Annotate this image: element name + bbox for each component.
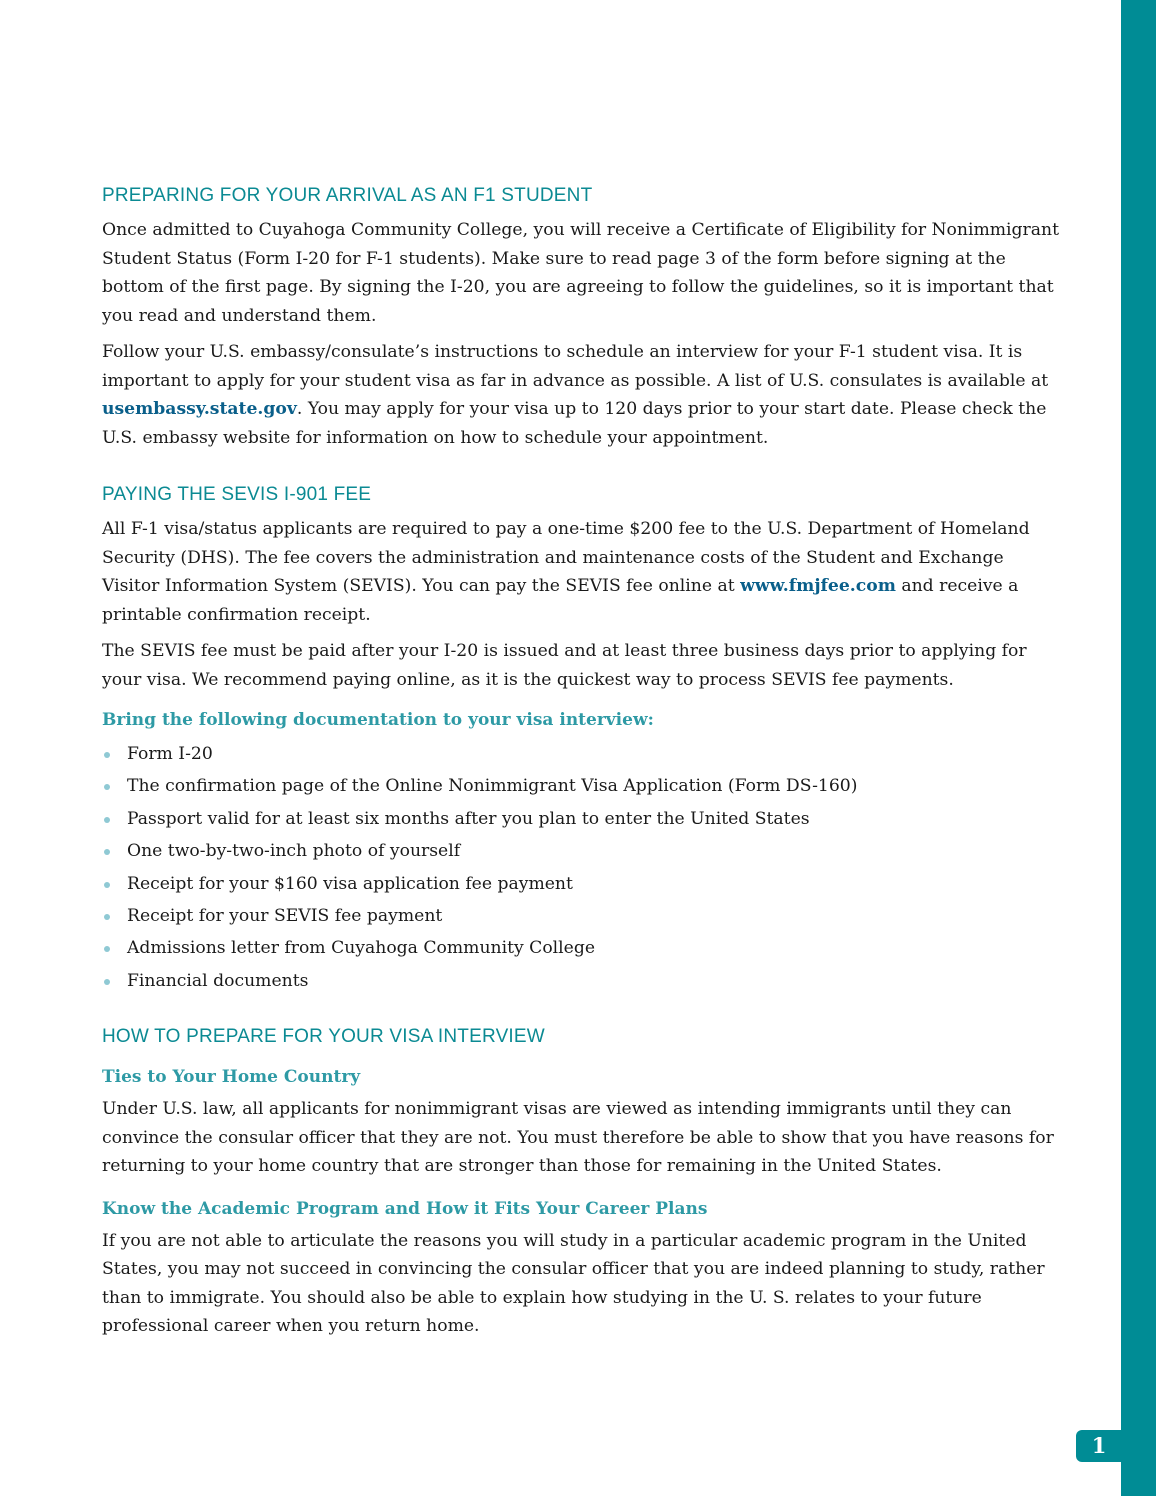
bullet-icon	[104, 849, 110, 855]
page-content	[102, 184, 1062, 1349]
documentation-list	[102, 738, 1062, 997]
bullet-icon	[104, 946, 110, 952]
page-number: 1	[1076, 1430, 1122, 1462]
list-item	[102, 965, 1062, 997]
list-item	[102, 835, 1062, 867]
list-item-text: Admissions letter from Cuyahoga Community College	[127, 938, 596, 959]
paragraph-embassy-text-1: Follow your U.S. embassy/consulate’s instructions to schedule an interview for your F-1 student visa. It is important to apply for your student visa as far in advance as possible. A list of U.S. consulates is available at	[102, 342, 1049, 391]
list-item-text: Form I-20	[127, 744, 213, 764]
list-item-text: One two-by-two-inch photo of yourself	[127, 841, 461, 862]
usembassy-link[interactable]: usembassy.state.gov	[102, 399, 297, 419]
fmjfee-link[interactable]: www.fmjfee.com	[740, 576, 896, 596]
list-item-text: The confirmation page of the Online Nonimmigrant Visa Application (Form DS-160)	[127, 776, 858, 797]
paragraph-sevis-timing: The SEVIS fee must be paid after your I-20 is issued and at least three business days prior to applying for your visa. We recommend paying online, as it is the quickest way to process SEVIS fee payments.	[102, 641, 1027, 690]
section-heading-interview: HOW TO PREPARE FOR YOUR VISA INTERVIEW	[102, 1026, 545, 1048]
bullet-icon	[104, 752, 110, 758]
bullet-icon	[104, 817, 110, 823]
paragraph-academic-program: If you are not able to articulate the reasons you will study in a particular academic program in the United States, you may not succeed in convincing the consular officer that you are indeed planning to study, rather than to immigrate. You should also be able to explain how studying in the U. S. relates to your future professional career when you return home.	[102, 1230, 1045, 1337]
paragraph-home-ties: Under U.S. law, all applicants for nonimmigrant visas are viewed as intending immigrants until they can convince the consular officer that they are not. You must therefore be able to show that you have reasons for returning to your home country that are stronger than those for remaining in the United States.	[102, 1099, 1054, 1177]
bullet-icon	[104, 882, 110, 888]
paragraph-embassy	[102, 338, 1062, 452]
side-accent-bar	[1121, 0, 1156, 1496]
list-item-text: Financial documents	[127, 970, 309, 991]
list-item	[102, 868, 1062, 900]
list-item-text: Receipt for your SEVIS fee payment	[127, 906, 443, 927]
section-heading-arrival: PREPARING FOR YOUR ARRIVAL AS AN F1 STUDENT	[102, 185, 593, 206]
bullet-icon	[104, 979, 110, 985]
section-heading-sevis: PAYING THE SEVIS I-901 FEE	[102, 484, 372, 505]
list-item	[102, 770, 1062, 802]
paragraph-embassy-text-2: . You may apply for your visa up to 120 days prior to your start date. Please check the U.S. embassy website for information on how to schedule your appointment.	[102, 399, 1047, 448]
list-item-text: Receipt for your $160 visa application fee payment	[127, 873, 573, 894]
paragraph-i20: Once admitted to Cuyahoga Community College, you will receive a Certificate of Eligibility for Nonimmigrant Student Status (Form I-20 for F-1 students). Make sure to read page 3 of the form before signing at the bottom of the first page. By signing the I-20, you are agreeing to follow the guidelines, so it is important that you read and understand them.	[102, 220, 1059, 326]
list-item	[102, 932, 1062, 964]
bullet-icon	[104, 914, 110, 920]
paragraph-sevis-text-2: and receive a printable confirmation receipt.	[102, 576, 1019, 625]
subheading-home-ties: Ties to Your Home Country	[102, 1067, 361, 1088]
list-item	[102, 738, 1062, 770]
list-item-text: Passport valid for at least six months after you plan to enter the United States	[127, 808, 810, 829]
paragraph-sevis-text-1: All F-1 visa/status applicants are required to pay a one-time $200 fee to the U.S. Department of Homeland Security (DHS). The fee covers the administration and maintenance costs of the Student and Exchange Visitor Information System (SEVIS). You can pay the SEVIS fee online at	[102, 519, 1030, 596]
list-item	[102, 900, 1062, 932]
subheading-academic-program: Know the Academic Program and How it Fits Your Career Plans	[102, 1198, 708, 1219]
list-item	[102, 803, 1062, 835]
documentation-list-heading: Bring the following documentation to your visa interview:	[102, 710, 654, 730]
paragraph-sevis-fee	[102, 515, 1062, 629]
bullet-icon	[104, 784, 110, 790]
